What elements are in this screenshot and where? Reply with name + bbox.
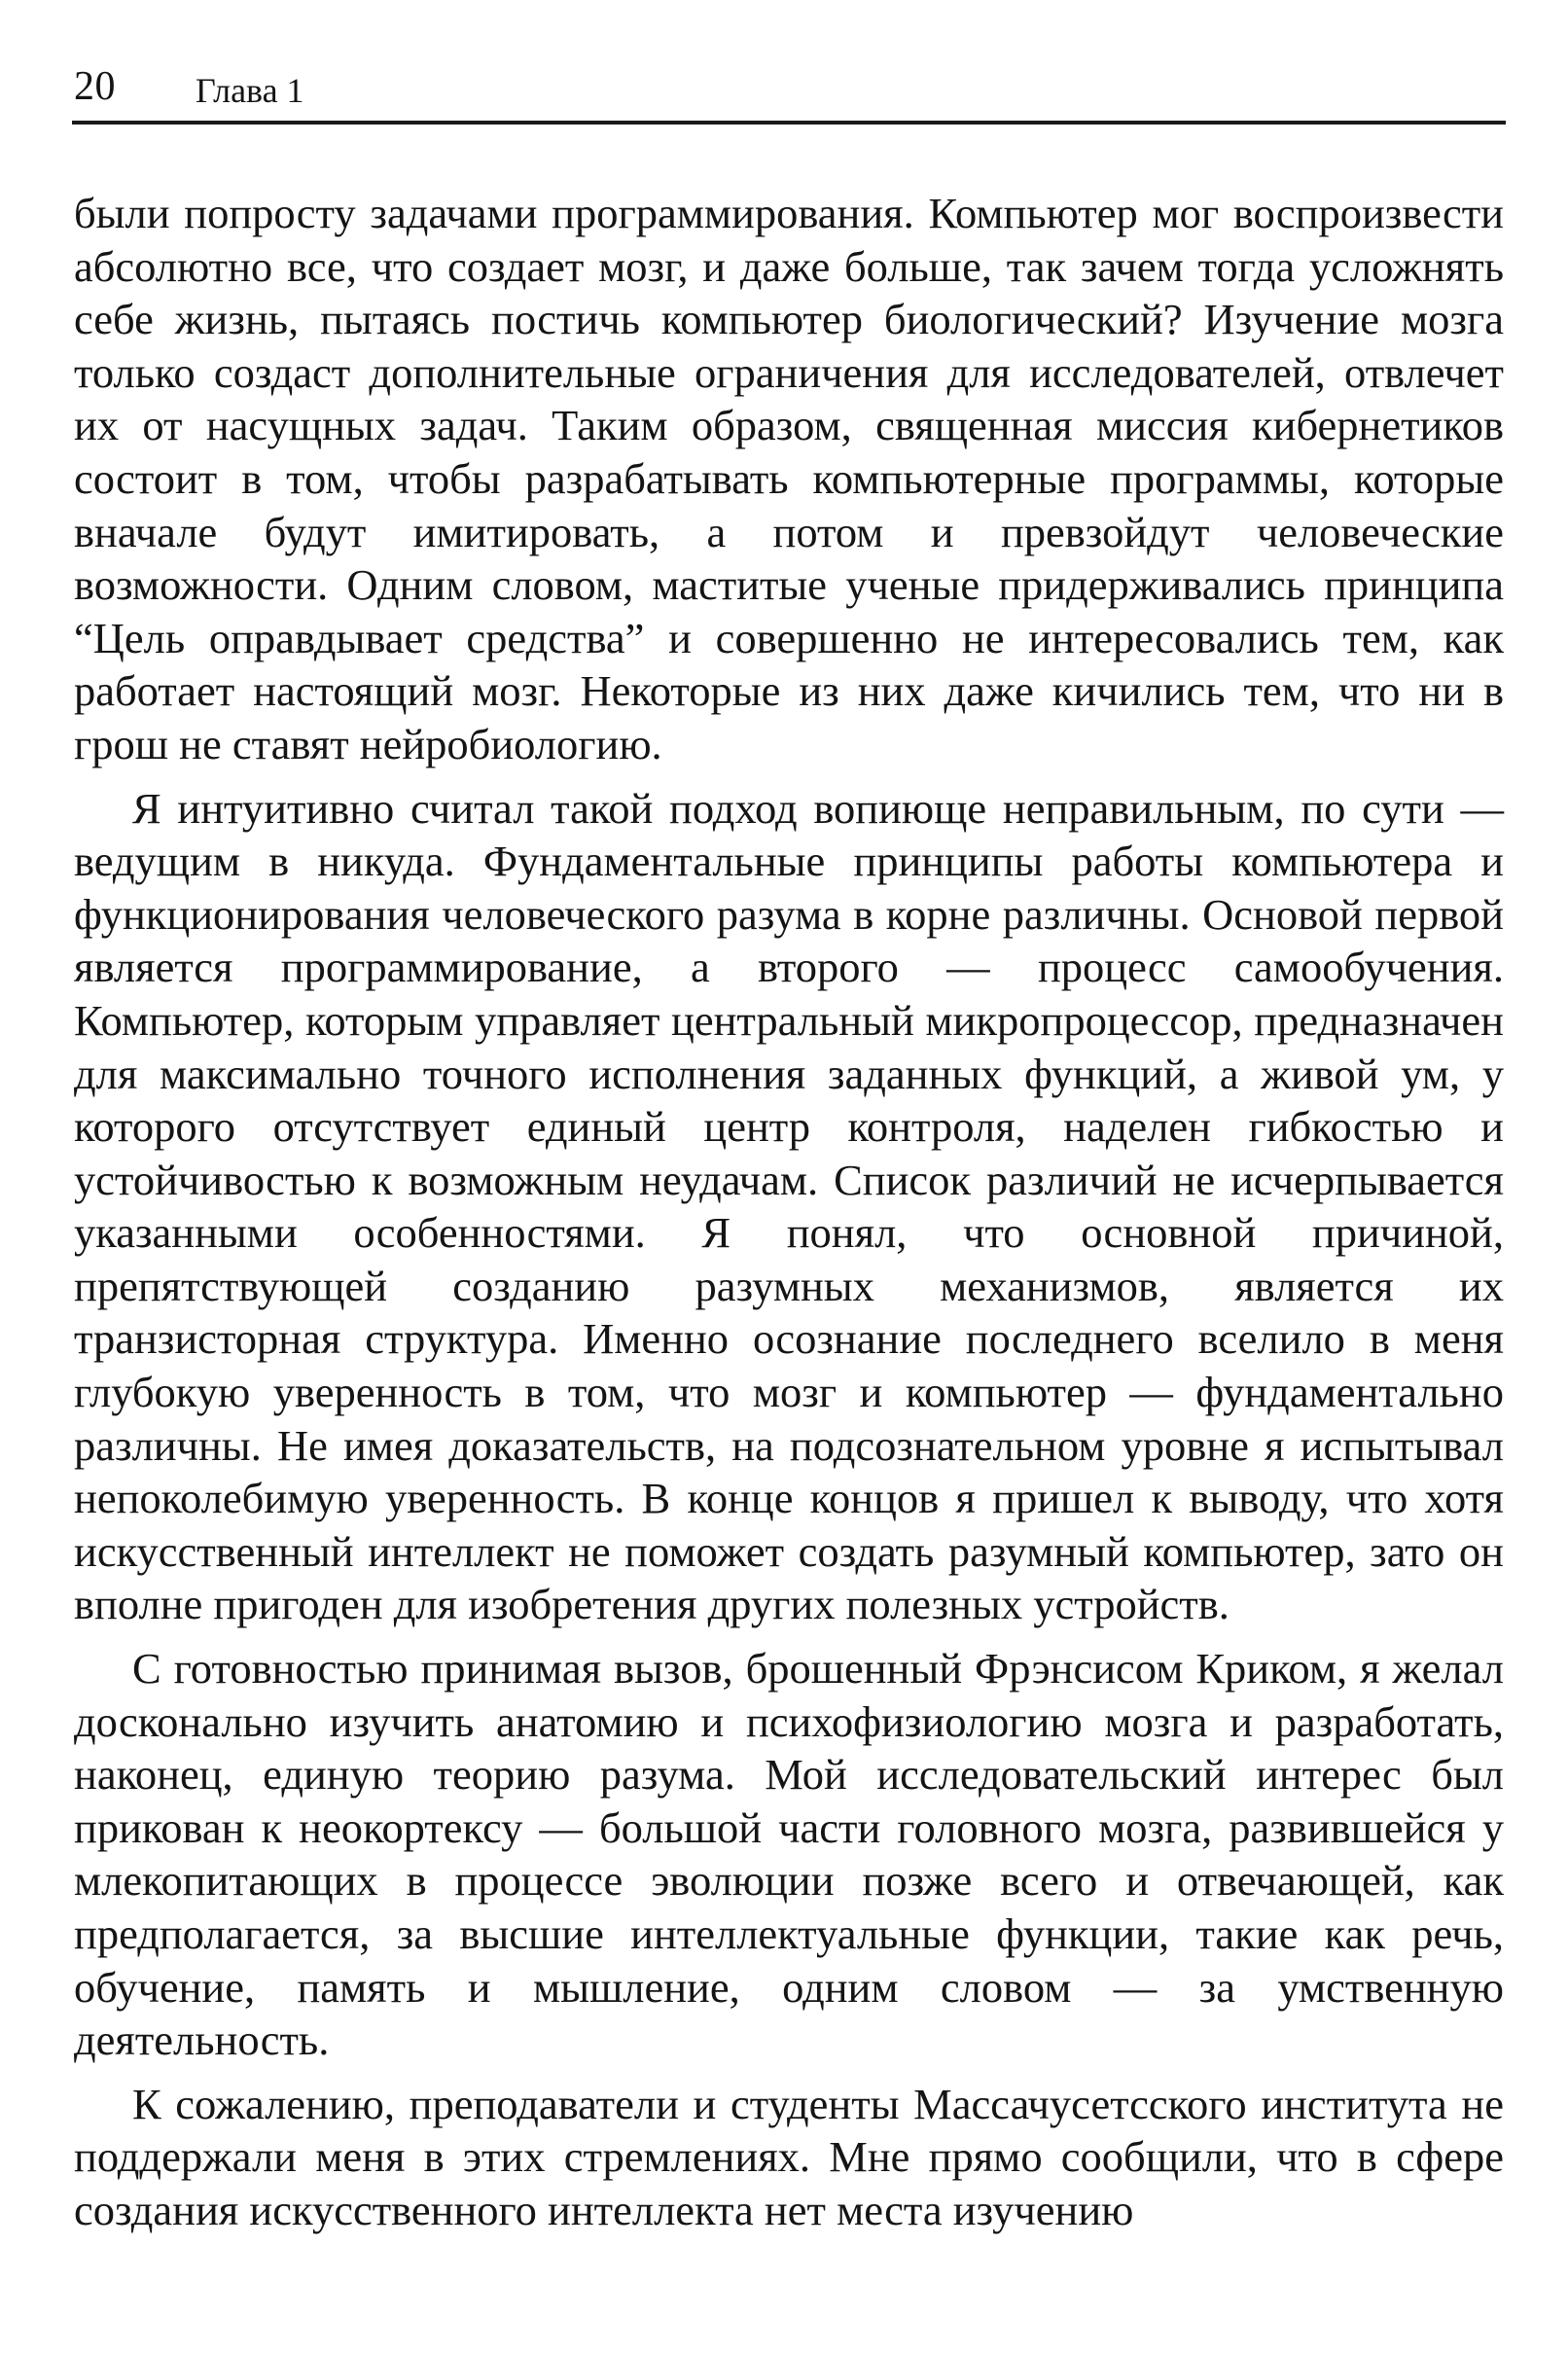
header-rule: [72, 121, 1506, 125]
paragraph-4: К сожалению, преподаватели и студенты Массачусетсского института не поддержали меня в этих стремлениях. Мне прямо сообщили, что в сфере создания искусственного интеллекта нет места изучению: [74, 2079, 1504, 2234]
page-number: 20: [74, 64, 116, 109]
paragraph-3: С готовностью принимая вызов, брошенный Фрэнсисом Криком, я желал досконально изучить анатомию и психофизиологию мозга и разработать, наконец, единую теорию разума. Мой исследовательский интерес был прикован к неокортексу — большой части головного мозга, развившейся у млекопитающих в процессе эволюции позже всего и отвечающей, как предполагается, за высшие интеллектуальные функции, такие как речь, обучение, память и мышление, одним словом — за умственную деятельность.: [74, 1644, 1504, 2065]
running-header: [74, 60, 1504, 121]
paragraph-2: Я интуитивно считал такой подход вопиюще неправильным, по сути — ведущим в никуда. Фундаментальные принципы работы компьютера и функционирования человеческого разума в корне различны. Основой первой является программирование, а второго — процесс самообучения. Компьютер, которым управляет центральный микропроцессор, предназначен для максимально точного исполнения заданных функций, а живой ум, у которого отсутствует единый центр контроля, наделен гибкостью и устойчивостью к возможным неудачам. Список различий не исчерпывается указанными особенностями. Я понял, что основной причиной, препятствующей созданию разумных механизмов, является их транзисторная структура. Именно осознание последнего вселило в меня глубокую уверенность в том, что мозг и компьютер — фундаментально различны. Не имея доказательств, на подсознательном уровне я испытывал непоколебимую уверенность. В конце концов я пришел к выводу, что хотя искусственный интеллект не поможет создать разумный компьютер, зато он вполне пригоден для изобретения других полезных устройств.: [74, 783, 1504, 1629]
paragraph-1: были попросту задачами программирования. Компьютер мог воспроизвести абсолютно все, что создает мозг, и даже больше, так зачем тогда усложнять себе жизнь, пытаясь постичь компьютер биологический? Изучение мозга только создаст дополнительные ограничения для исследователей, отвлечет их от насущных задач. Таким образом, священная миссия кибернетиков состоит в том, чтобы разрабатывать компьютерные программы, которые вначале будут имитировать, а потом и превзойдут человеческие возможности. Одним словом, маститые ученые придерживались принципа “Цель оправдывает средства” и совершенно не интересовались тем, как работает настоящий мозг. Некоторые из них даже кичились тем, что ни в грош не ставят нейробиологию.: [74, 189, 1504, 768]
chapter-title: Глава 1: [196, 71, 304, 110]
body-text: [74, 187, 1504, 2237]
